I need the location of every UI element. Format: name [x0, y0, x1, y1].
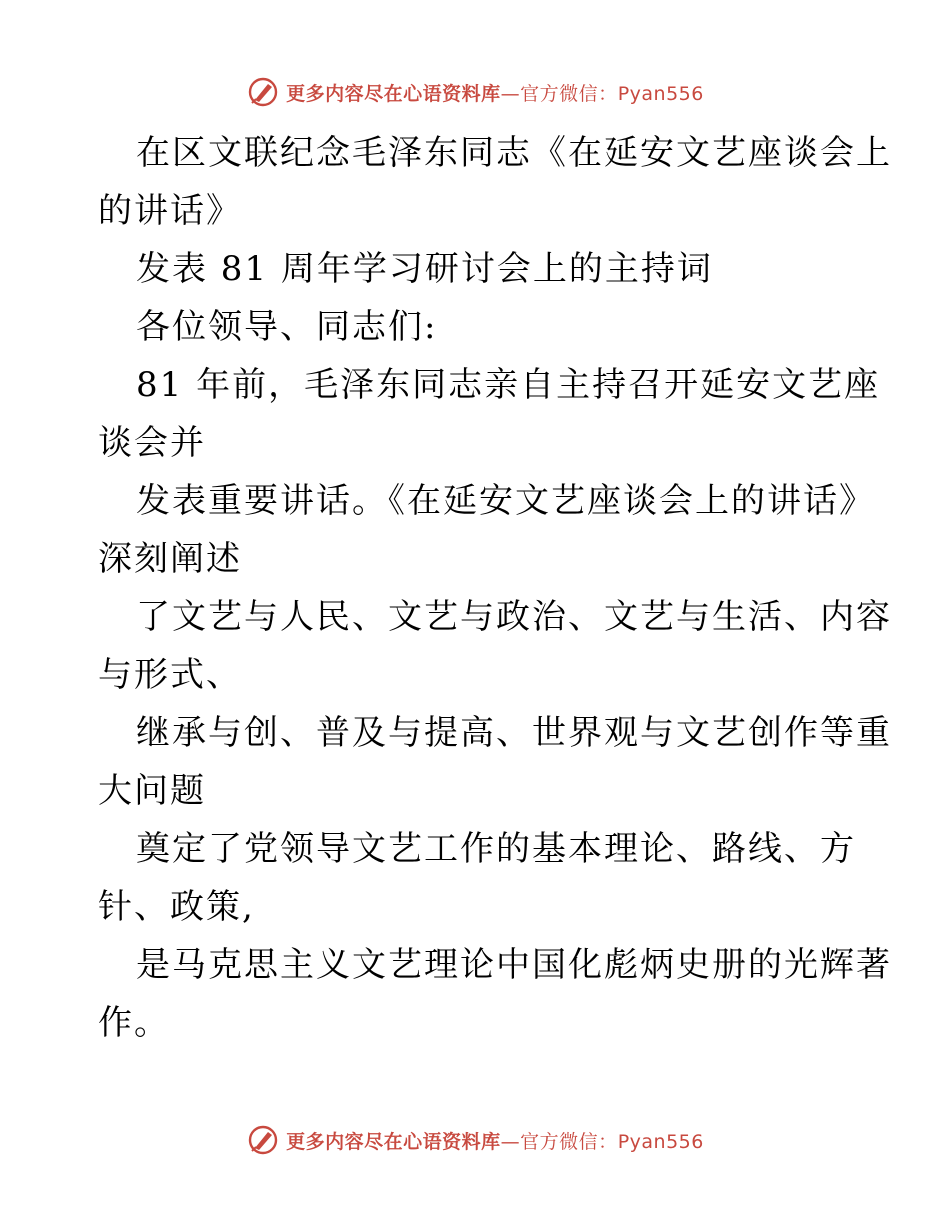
- quill-pen-logo-icon: [246, 75, 280, 109]
- header-banner-text: [286, 79, 704, 106]
- footer-banner-content: [246, 1123, 704, 1157]
- banner-main-text: 更多内容尽在心语资料库: [286, 1130, 501, 1153]
- document-line: 各位领导、同志们:: [136, 307, 438, 347]
- document-line: 了文艺与人民、文艺与政治、文艺与生活、内容: [136, 597, 892, 637]
- document-line: 继承与创、普及与提高、世界观与文艺创作等重: [136, 713, 892, 753]
- banner-wechat-id: Pyan556: [617, 82, 704, 105]
- document-line: 是马克思主义文艺理论中国化彪炳史册的光辉著: [136, 945, 892, 985]
- footer-banner: [0, 1120, 950, 1160]
- quill-pen-logo-icon: [246, 1123, 280, 1157]
- document-line: 发表 81 周年学习研讨会上的主持词: [136, 249, 713, 289]
- document-line: 谈会并: [98, 423, 206, 463]
- banner-dash: —: [500, 82, 521, 105]
- document-line: 作。: [98, 1003, 170, 1043]
- banner-dash: —: [500, 1130, 521, 1153]
- document-line: 深刻阐述: [98, 539, 242, 579]
- document-line: 发表重要讲话。《在延安文艺座谈会上的讲话》: [136, 481, 875, 521]
- header-banner-content: [246, 75, 704, 109]
- document-line: 奠定了党领导文艺工作的基本理论、路线、方: [136, 829, 856, 869]
- banner-main-text: 更多内容尽在心语资料库: [286, 82, 501, 105]
- document-line: 与形式、: [98, 655, 242, 695]
- document-line: 大问题: [98, 771, 206, 811]
- document-line: 在区文联纪念毛泽东同志《在延安文艺座谈会上: [136, 133, 892, 173]
- document-line: 的讲话》: [98, 191, 242, 231]
- banner-wechat-label: 官方微信：: [520, 82, 618, 105]
- document-line: 针、政策,: [98, 887, 255, 927]
- banner-wechat-id: Pyan556: [617, 1130, 704, 1153]
- footer-banner-text: [286, 1127, 704, 1154]
- header-banner: [0, 72, 950, 112]
- banner-wechat-label: 官方微信：: [520, 1130, 618, 1153]
- document-body: [98, 124, 892, 1052]
- document-line: 81 年前，毛泽东同志亲自主持召开延安文艺座: [136, 365, 881, 405]
